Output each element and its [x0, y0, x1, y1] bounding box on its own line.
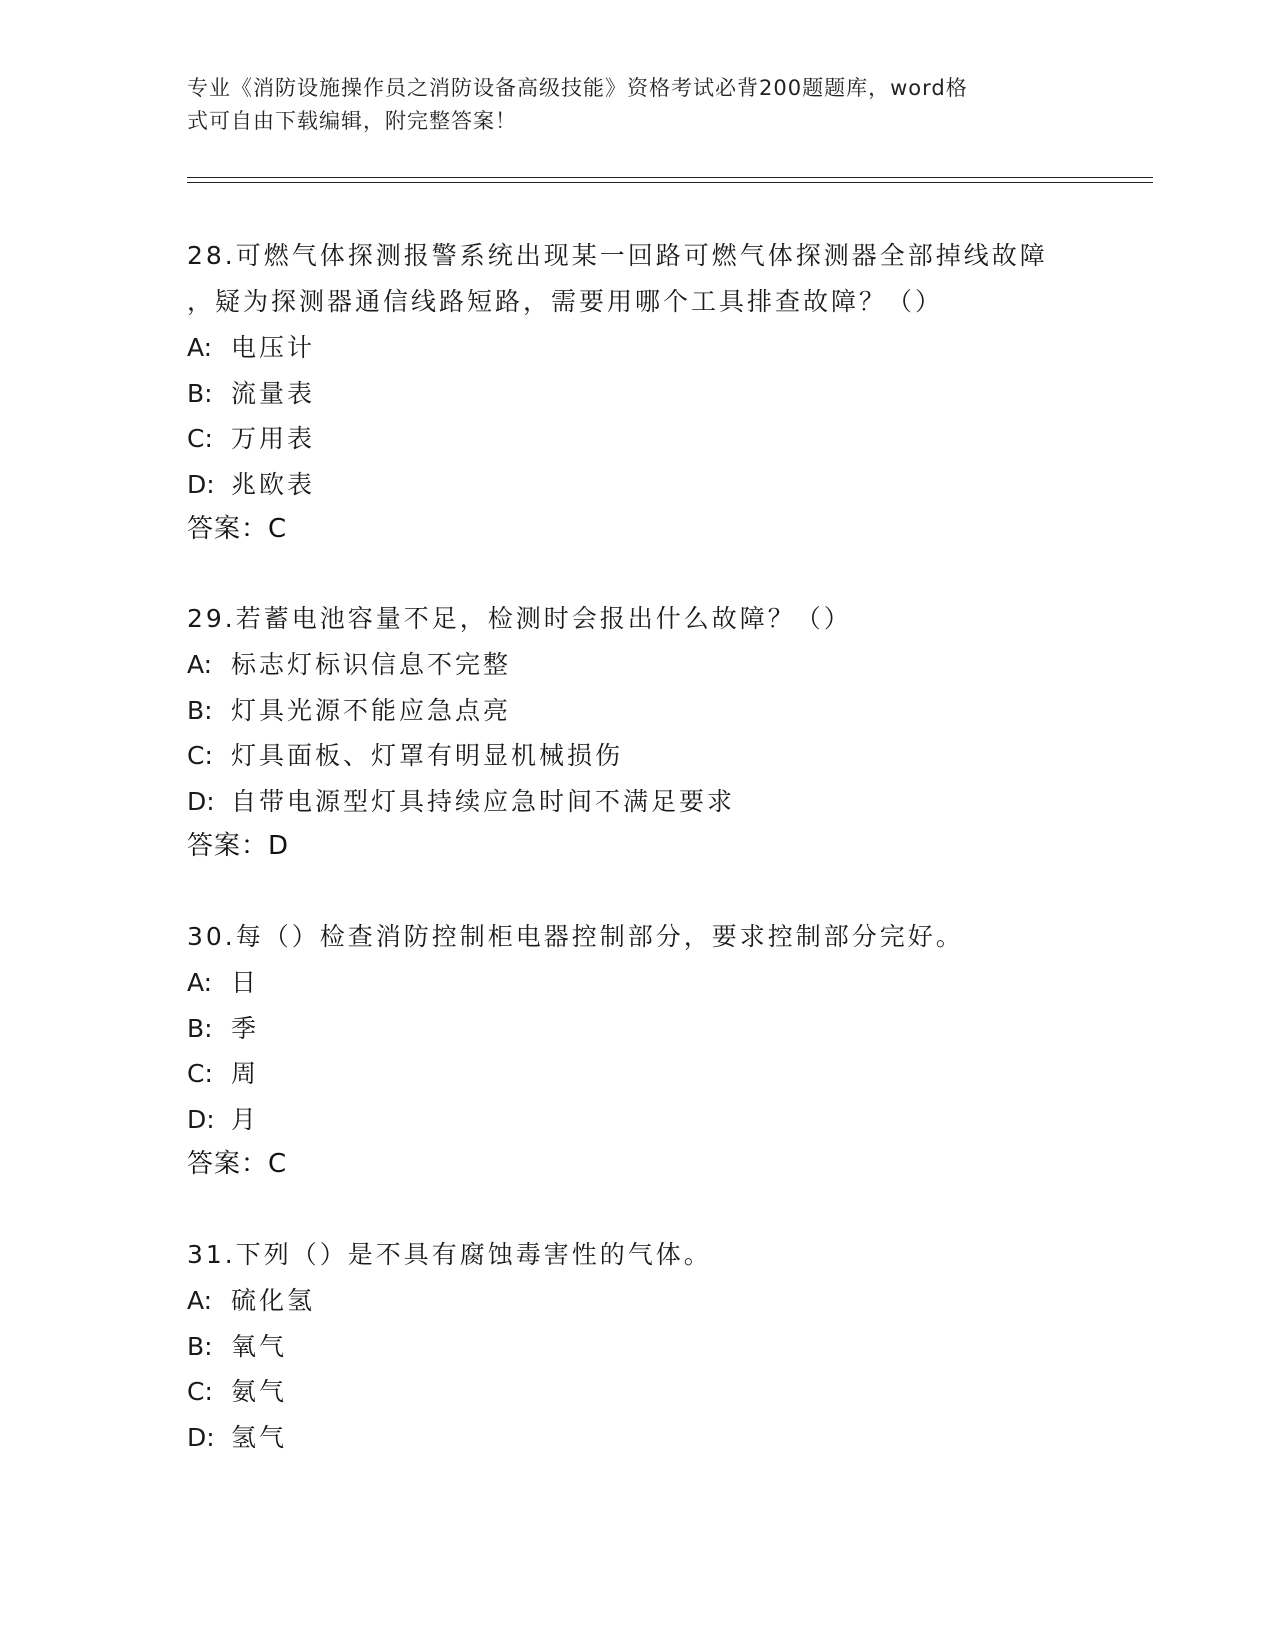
question-30	[187, 914, 1087, 1187]
question-stem-line: 30.每（）检查消防控制柜电器控制部分，要求控制部分完好。	[187, 922, 964, 951]
option-b	[187, 371, 1087, 417]
option-a	[187, 1278, 1087, 1324]
option-text: 氧气	[231, 1331, 288, 1361]
question-stem-line: 31.下列（）是不具有腐蚀毒害性的气体。	[187, 1240, 712, 1269]
option-letter: B:	[187, 378, 213, 408]
option-text: 自带电源型灯具持续应急时间不满足要求	[231, 786, 736, 816]
option-c	[187, 1369, 1087, 1415]
option-b	[187, 1324, 1087, 1370]
option-d	[187, 779, 1087, 825]
option-text: 电压计	[231, 333, 316, 362]
question-29	[187, 596, 1087, 869]
option-letter: C:	[187, 424, 213, 453]
option-text: 流量表	[231, 378, 316, 408]
option-letter: D:	[187, 786, 215, 816]
option-letter: C:	[187, 1059, 213, 1088]
option-a	[187, 960, 1087, 1006]
option-letter: C:	[187, 1377, 213, 1406]
header-line-2: 式可自由下载编辑，附完整答案！	[187, 109, 517, 133]
document-header	[187, 72, 1067, 138]
header-divider-top	[187, 177, 1153, 178]
header-divider-bottom	[187, 182, 1153, 183]
option-text: 氢气	[231, 1422, 288, 1452]
question-stem-line: ，疑为探测器通信线路短路，需要用哪个工具排查故障？（）	[187, 287, 944, 316]
option-a	[187, 325, 1087, 371]
option-text: 季	[231, 1013, 260, 1043]
option-d	[187, 462, 1087, 508]
option-letter: A:	[187, 1286, 213, 1315]
option-text: 灯具光源不能应急点亮	[231, 695, 512, 725]
question-stem-line: 28.可燃气体探测报警系统出现某一回路可燃气体探测器全部掉线故障	[187, 241, 1048, 270]
option-letter: B:	[187, 695, 213, 725]
question-31	[187, 1232, 1087, 1460]
option-c	[187, 416, 1087, 462]
option-c	[187, 733, 1087, 779]
option-c	[187, 1051, 1087, 1097]
option-text: 灯具面板、灯罩有明显机械损伤	[231, 741, 624, 770]
option-text: 月	[231, 1104, 260, 1134]
option-letter: B:	[187, 1331, 213, 1361]
answer-line: 答案：D	[187, 831, 290, 861]
answer-line: 答案：C	[187, 514, 288, 544]
option-letter: D:	[187, 1104, 215, 1134]
option-d	[187, 1415, 1087, 1461]
option-letter: C:	[187, 741, 213, 770]
option-letter: A:	[187, 333, 213, 362]
option-text: 周	[231, 1059, 260, 1088]
option-text: 硫化氢	[231, 1286, 316, 1315]
option-text: 氨气	[231, 1377, 288, 1406]
option-letter: B:	[187, 1013, 213, 1043]
answer-line: 答案：C	[187, 1149, 288, 1179]
option-b	[187, 1006, 1087, 1052]
option-text: 日	[231, 968, 260, 997]
option-letter: D:	[187, 469, 215, 499]
question-stem-line: 29.若蓄电池容量不足，检测时会报出什么故障？（）	[187, 604, 852, 633]
option-a	[187, 642, 1087, 688]
option-letter: A:	[187, 650, 213, 679]
option-text: 标志灯标识信息不完整	[231, 650, 512, 679]
option-letter: A:	[187, 968, 213, 997]
option-text: 万用表	[231, 424, 316, 453]
option-d	[187, 1097, 1087, 1143]
option-b	[187, 688, 1087, 734]
option-text: 兆欧表	[231, 469, 316, 499]
question-28	[187, 233, 1087, 552]
header-line-1: 专业《消防设施操作员之消防设备高级技能》资格考试必背200题题库，word格	[187, 76, 968, 100]
option-letter: D:	[187, 1422, 215, 1452]
